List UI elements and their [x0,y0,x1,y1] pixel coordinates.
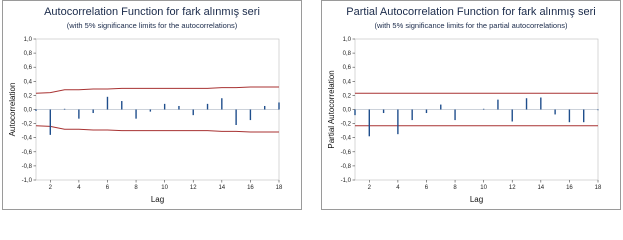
pacf-chart-title: Partial Autocorrelation Function for fark alınmış seri [346,6,596,18]
pacf-x-tick-label: 16 [566,185,573,191]
acf-y-tick-label: 0,0 [23,107,32,114]
pacf-x-tick-label: 2 [367,185,371,191]
acf-y-tick-label: -0,6 [21,149,32,156]
acf-x-tick-label: 12 [189,185,197,191]
acf-x-tick-label: 16 [247,185,254,191]
pacf-y-tick-label: -0,2 [340,121,351,128]
pacf-y-tick-label: 0,8 [342,51,351,58]
pacf-chart [322,1,620,209]
pacf-y-axis-label: Partial Autocorrelation [327,70,336,149]
acf-y-tick-label: -0,2 [21,121,32,128]
acf-x-tick-label: 6 [105,185,110,191]
pacf-chart-subtitle: (with 5% significance limits for the partial autocorrelations) [374,21,568,30]
acf-x-tick-label: 10 [161,185,168,191]
pacf-y-tick-label: 0,4 [342,79,351,86]
acf-y-tick-label: -1,0 [21,178,32,184]
pacf-x-tick-label: 14 [537,185,545,191]
acf-x-tick-label: 4 [77,185,81,191]
acf-y-tick-label: 0,2 [23,93,32,100]
acf-x-tick-label: 2 [48,185,52,191]
pacf-y-tick-label: 1,0 [342,37,351,43]
acf-x-tick-label: 18 [275,185,283,191]
acf-chart-subtitle: (with 5% significance limits for the autocorrelations) [66,21,238,30]
acf-y-tick-label: -0,8 [21,163,32,170]
pacf-x-axis-label: Lag [469,195,484,204]
acf-chart [3,1,301,209]
pacf-y-tick-label: 0,2 [342,93,351,100]
pacf-y-tick-label: -1,0 [340,178,351,184]
pacf-x-tick-label: 4 [396,185,400,191]
pacf-chart-panel [321,0,621,210]
pacf-x-tick-label: 6 [424,185,429,191]
acf-x-axis-label: Lag [150,195,165,204]
acf-x-tick-label: 8 [134,185,138,191]
acf-y-axis-label: Autocorrelation [8,82,17,137]
acf-chart-panel [2,0,302,210]
acf-y-tick-label: 1,0 [23,37,32,43]
acf-lower-significance-limit [36,126,279,132]
acf-chart-title: Autocorrelation Function for fark alınmış seri [44,6,260,18]
acf-y-tick-label: 0,4 [23,79,32,86]
acf-y-tick-label: -0,4 [21,135,32,142]
pacf-y-tick-label: -0,4 [340,135,351,142]
pacf-x-tick-label: 12 [508,185,516,191]
pacf-y-tick-label: -0,6 [340,149,351,156]
pacf-y-tick-label: -0,8 [340,163,351,170]
pacf-x-tick-label: 18 [594,185,602,191]
acf-y-tick-label: 0,6 [23,65,32,72]
acf-y-tick-label: 0,8 [23,51,32,58]
acf-x-tick-label: 14 [218,185,226,191]
acf-upper-significance-limit [36,87,279,93]
pacf-y-tick-label: 0,0 [342,107,351,114]
pacf-x-tick-label: 10 [480,185,487,191]
pacf-y-tick-label: 0,6 [342,65,351,72]
pacf-x-tick-label: 8 [453,185,457,191]
